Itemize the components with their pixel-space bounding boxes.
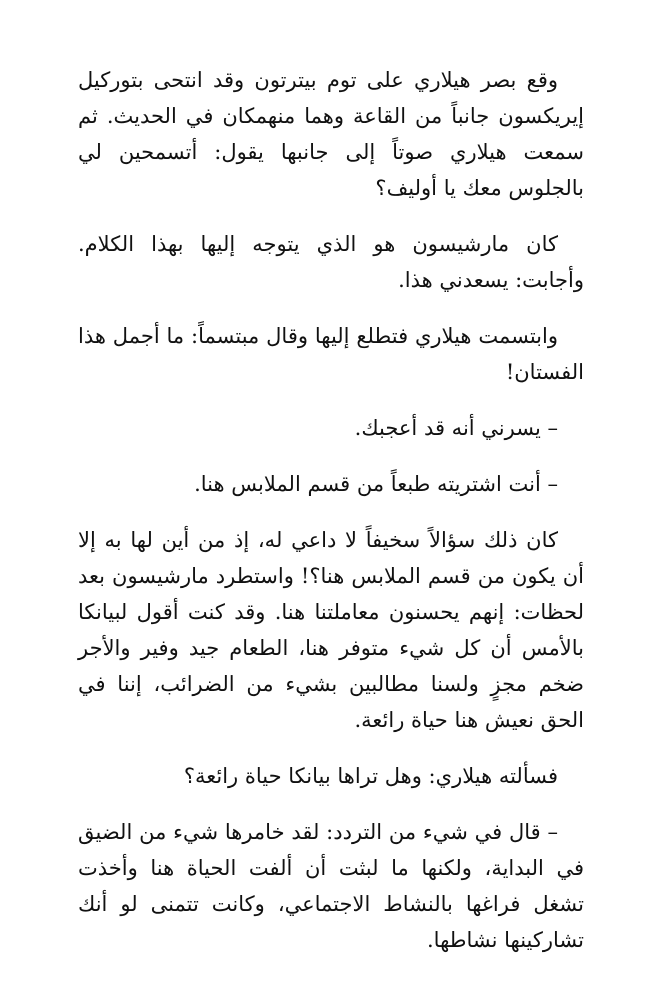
paragraph-5: فسألته هيلاري: وهل تراها بيانكا حياة رائعة؟ — [183, 764, 558, 788]
paragraph-2: كان مارشيسون هو الذي يتوجه إليها بهذا الكلام. وأجابت: يسعدني هذا. — [78, 232, 584, 292]
paragraph-6: – قال في شيء من التردد: لقد خامرها شيء من الضيق في البداية، ولكنها ما لبثت أن ألفت الحياة هنا وأخذت تشغل فراغها بالنشاط الاجتماعي، وكانت تتمنى لو أنك تشاركينها نشاطها. — [78, 820, 584, 952]
paragraph-3: وابتسمت هيلاري فتطلع إليها وقال مبتسماً: ما أجمل هذا الفستان! — [78, 324, 584, 384]
paragraph-4: كان ذلك سؤالاً سخيفاً لا داعي له، إذ من أين لها به إلا أن يكون من قسم الملابس هنا؟! واستطرد مارشيسون بعد لحظات: إنهم يحسنون معاملتنا هنا. وقد كنت أقول لبيانكا بالأمس أن كل شيء متوفر هنا، الطعام جيد وفير والأجر ضخم مجزٍ ولسنا مطالبين بشيء من الضرائب، إننا في الحق نعيش هنا حياة رائعة. — [78, 528, 584, 732]
paragraph-1: وقع بصر هيلاري على توم بيترتون وقد انتحى بتوركيل إيريكسون جانباً من القاعة وهما منهمكان في الحديث. ثم سمعت هيلاري صوتاً إلى جانبها يقول: أتسمحين لي بالجلوس معك يا أوليف؟ — [78, 68, 584, 200]
dialogue-line-1: – يسرني أنه قد أعجبك. — [354, 416, 558, 440]
dialogue-line-2: – أنت اشتريته طبعاً من قسم الملابس هنا. — [194, 472, 558, 496]
book-page — [78, 62, 584, 978]
